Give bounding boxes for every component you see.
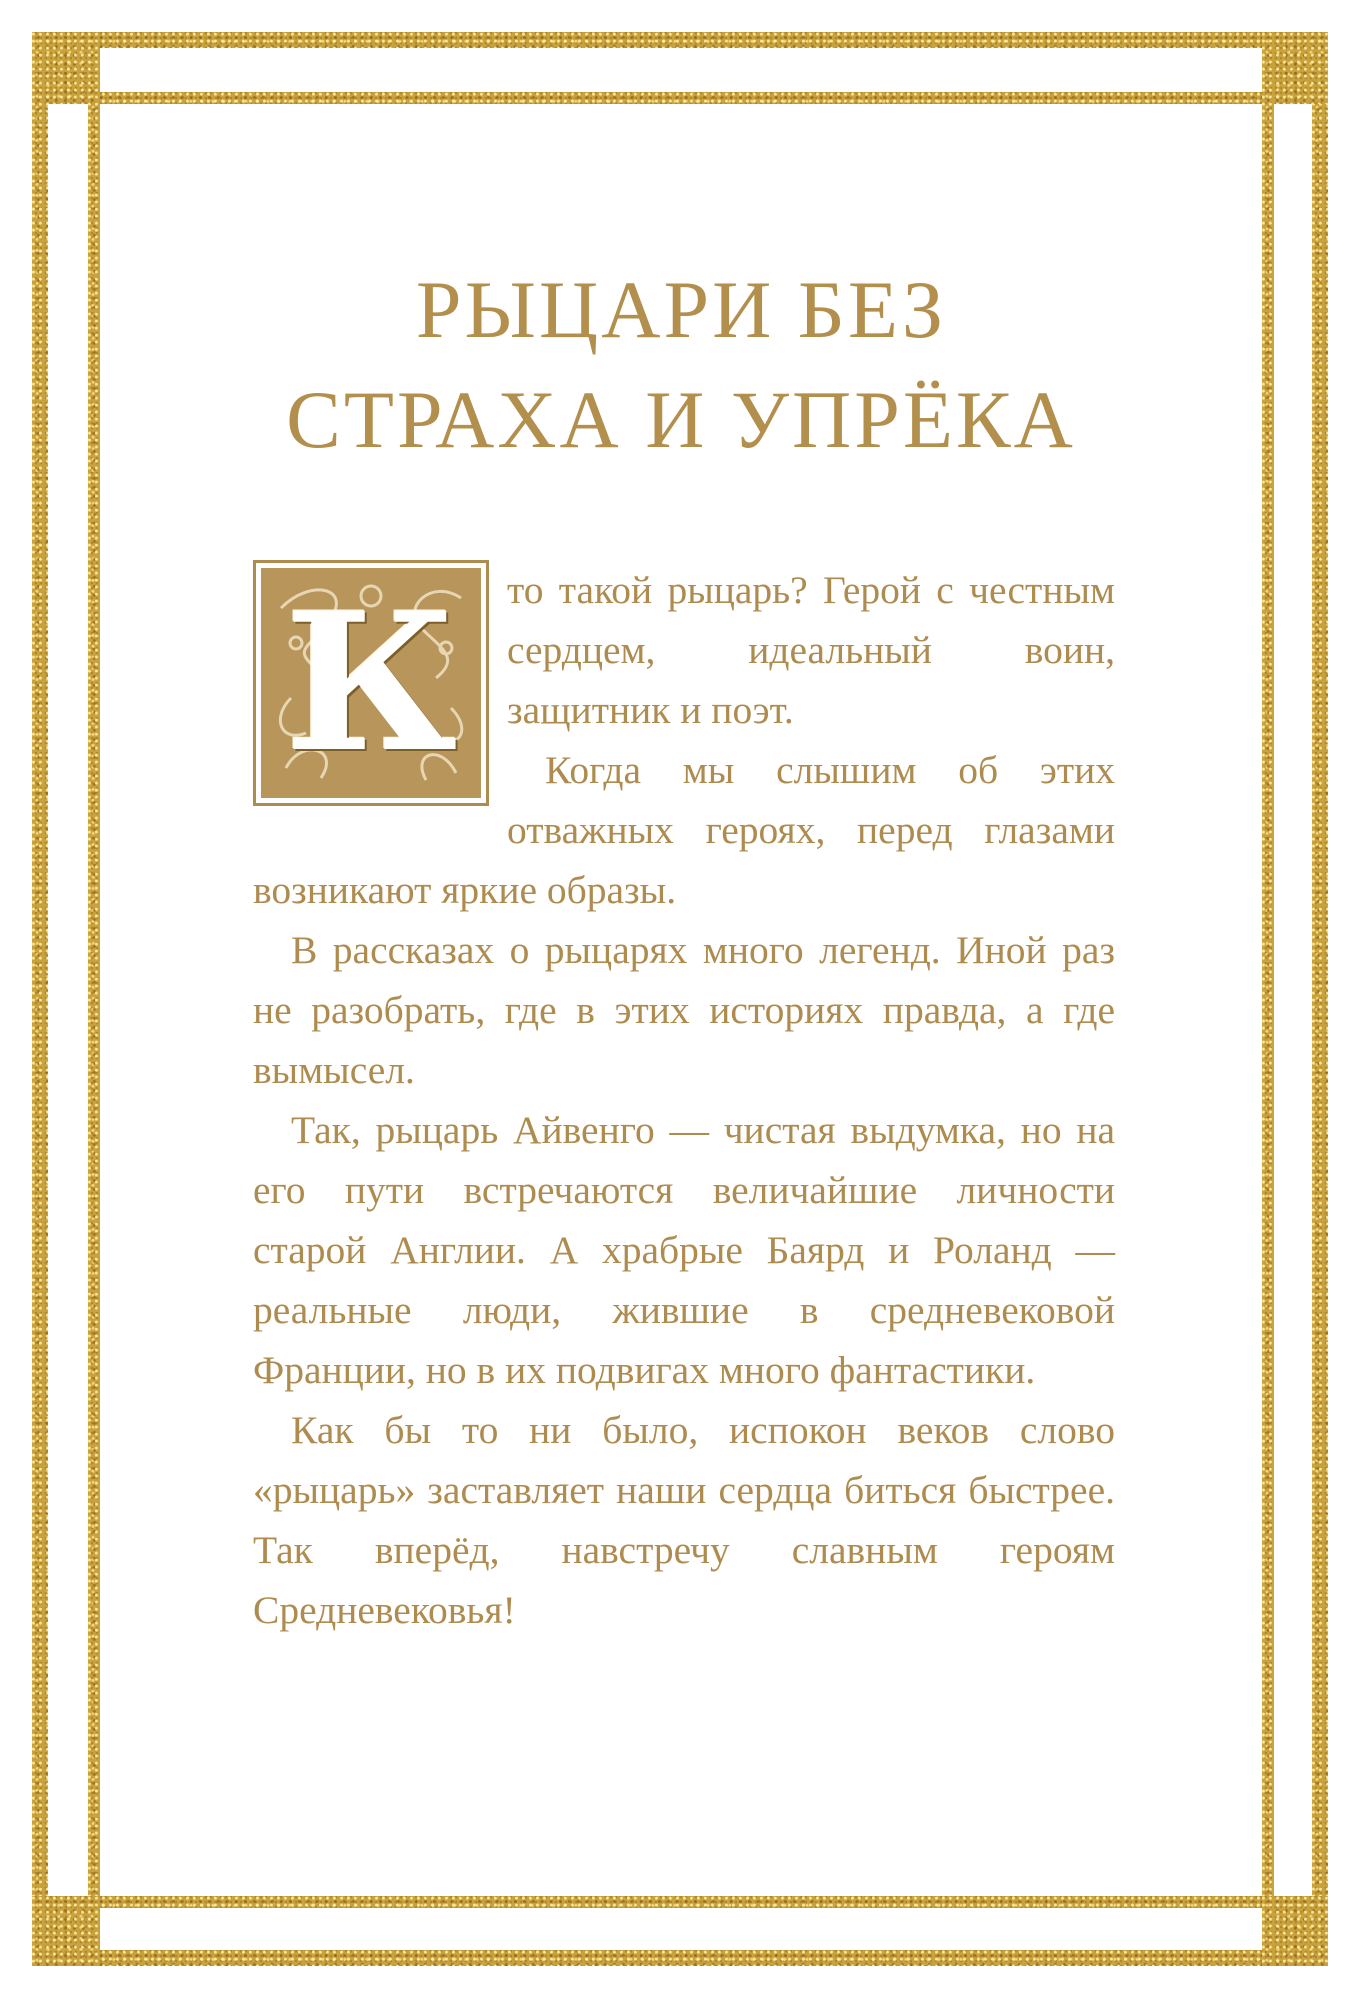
frame-outer-right	[1312, 32, 1328, 1966]
frame-outer-left	[32, 32, 48, 1966]
frame-inner-left	[88, 32, 100, 1966]
title-line-1: РЫЦАРИ БЕЗ	[415, 264, 947, 355]
frame-inner-right	[1262, 32, 1274, 1966]
paragraph-3: В рассказах о рыцарях много легенд. Иной раз не разобрать, где в этих историях правда, а где вымысел.	[253, 928, 1115, 1092]
article-body	[253, 560, 1115, 1640]
paragraph-1: то такой рыцарь? Герой с честным сердцем, идеальный воин, защитник и поэт.	[507, 568, 1115, 732]
drop-cap-letter: К	[284, 571, 458, 794]
frame-outer-top	[32, 32, 1328, 48]
frame-corner-bottom-right	[1262, 1896, 1328, 1966]
drop-cap-ornament	[261, 568, 481, 798]
frame-inner-top	[32, 92, 1328, 104]
paragraph-5: Как бы то ни было, испокон веков слово «рыцарь» заставляет наши сердца биться быстрее. Так вперёд, навстречу славным героям Средневековья!	[253, 1408, 1115, 1632]
paragraph-2: Когда мы слышим об этих отважных героях, перед глазами возникают яркие образы.	[253, 748, 1115, 912]
frame-outer-bottom	[32, 1950, 1328, 1966]
page-title	[150, 255, 1212, 475]
title-line-2: СТРАХА И УПРЁКА	[286, 374, 1076, 465]
frame-corner-bottom-left	[32, 1896, 100, 1966]
frame-corner-top-left	[32, 32, 100, 104]
frame-inner-bottom	[32, 1896, 1328, 1908]
frame-corner-top-right	[1262, 32, 1328, 104]
paragraph-4: Так, рыцарь Айвенго — чистая выдумка, но на его пути встречаются величайшие личности старой Англии. А храбрые Баярд и Роланд — реальные люди, жившие в средневековой Франции, но в их подвигах много фантастики.	[253, 1108, 1115, 1392]
drop-cap	[253, 560, 489, 806]
